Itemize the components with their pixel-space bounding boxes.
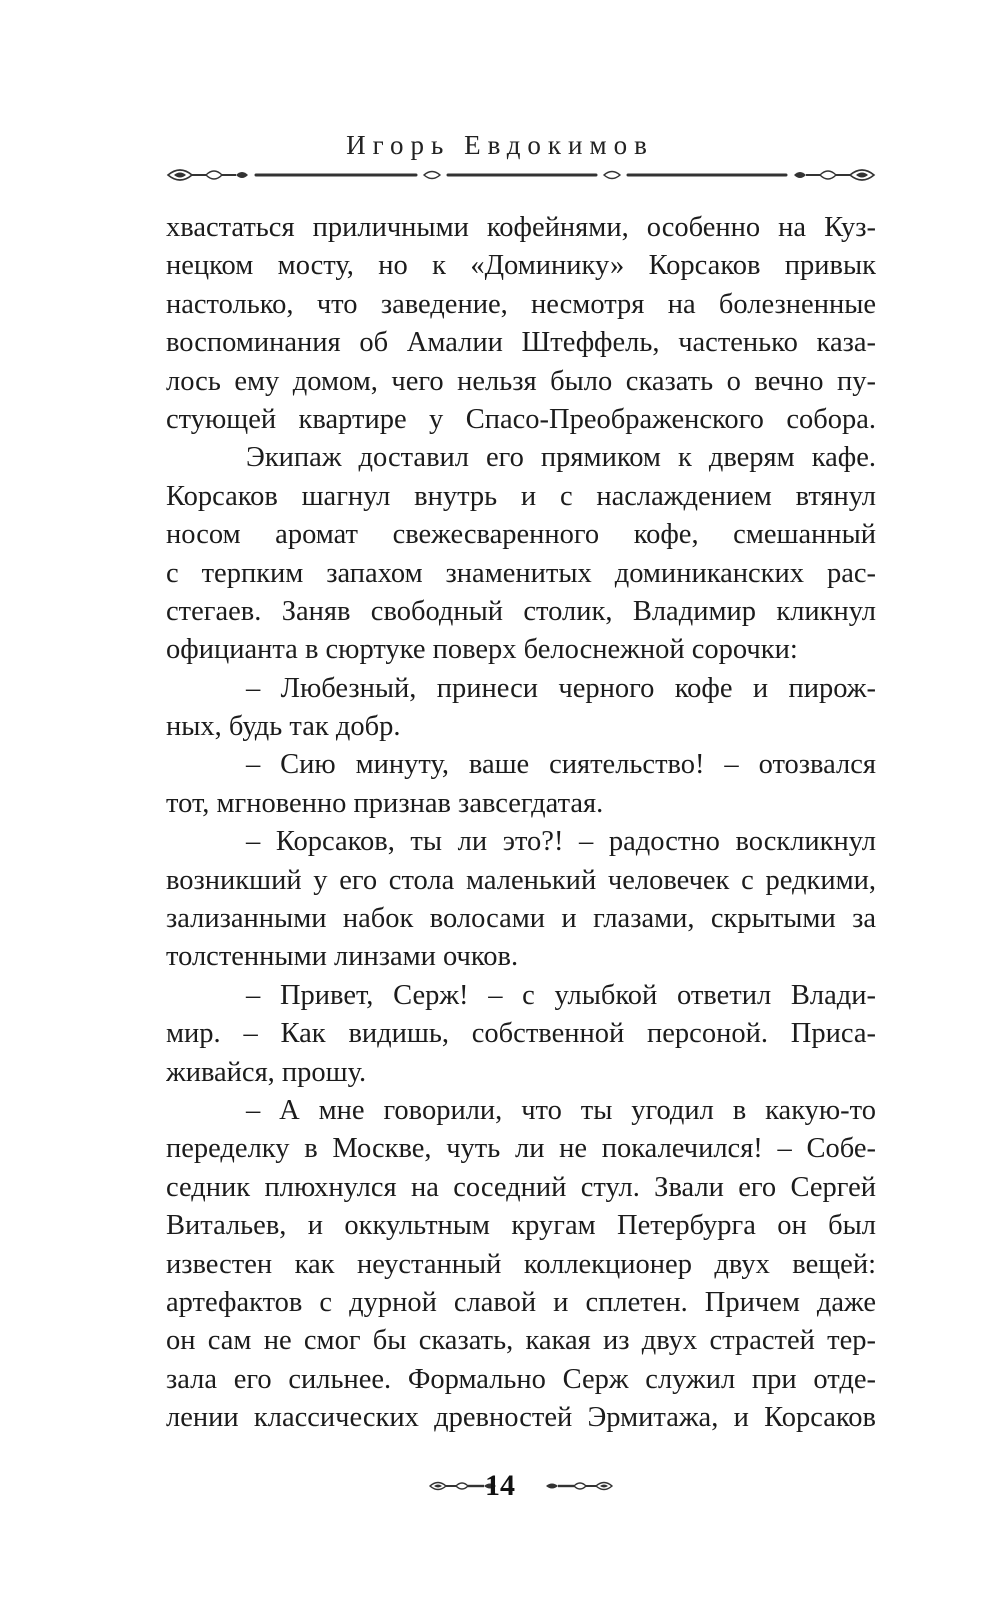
text-line: тот, мгновенно признав завсегдатая. bbox=[166, 787, 604, 819]
body-text bbox=[166, 209, 876, 1438]
text-line: он сам не смог бы сказать, какая из двух страстей тер- bbox=[166, 1325, 876, 1357]
text-line: лось ему домом, чего нельзя было сказать о вечно пу- bbox=[166, 365, 876, 397]
text-line: стегаев. Заняв свободный столик, Владимир кликнул bbox=[166, 595, 876, 627]
text-line: лении классических древностей Эрмитажа, и Корсаков bbox=[166, 1402, 876, 1434]
text-line: носом аромат свежесваренного кофе, смешанный bbox=[166, 519, 876, 551]
text-line: переделку в Москве, чуть ли не покалечился! – Собе- bbox=[166, 1133, 876, 1165]
text-line: с терпким запахом знаменитых доминиканских рас- bbox=[166, 557, 876, 589]
text-line: зализанными набок волосами и глазами, скрытыми за bbox=[166, 903, 876, 935]
ornamental-rule bbox=[166, 160, 876, 190]
text-line: хвастаться приличными кофейнями, особенно на Куз- bbox=[166, 212, 876, 243]
text-line: артефактов с дурной славой и сплетен. Причем даже bbox=[166, 1286, 876, 1318]
text-line: стующей квартире у Спасо-Преображенского собора. bbox=[166, 403, 876, 435]
text-line: ных, будь так добр. bbox=[166, 711, 401, 743]
text-line: – А мне говорили, что ты угодил в какую-то bbox=[246, 1094, 876, 1126]
text-line: – Корсаков, ты ли это?! – радостно воскликнул bbox=[246, 826, 876, 858]
running-head-author: Игорь Евдокимов bbox=[346, 130, 654, 160]
text-line: известен как неустанный коллекционер двух вещей: bbox=[166, 1248, 876, 1280]
text-line: воспоминания об Амалии Штеффель, частенько каза- bbox=[166, 327, 876, 359]
page-footer bbox=[0, 1466, 1000, 1506]
text-line: официанта в сюртуке поверх белоснежной сорочки: bbox=[166, 634, 798, 666]
text-line: – Привет, Серж! – с улыбкой ответил Влади- bbox=[246, 979, 876, 1011]
text-line: настолько, что заведение, несмотря на болезненные bbox=[166, 288, 876, 320]
text-line: живайся, прошу. bbox=[166, 1056, 367, 1088]
text-line: возникший у его стола маленький человечек с редкими, bbox=[166, 864, 876, 896]
text-line: мир. – Как видишь, собственной персоной. Приса- bbox=[166, 1018, 876, 1050]
text-line: – Любезный, принеси черного кофе и пирож- bbox=[246, 672, 876, 704]
text-line: седник плюхнулся на соседний стул. Звали его Сергей bbox=[166, 1171, 876, 1203]
text-line: – Сию минуту, ваше сиятельство! – отозвался bbox=[246, 749, 876, 781]
page-number: 14 bbox=[485, 1469, 515, 1502]
text-line: Корсаков шагнул внутрь и с наслаждением втянул bbox=[166, 480, 876, 512]
text-line: толстенными линзами очков. bbox=[166, 941, 519, 973]
text-line: Экипаж доставил его прямиком к дверям кафе. bbox=[246, 442, 876, 474]
text-line: Витальев, и оккультным кругам Петербурга он был bbox=[166, 1210, 876, 1242]
text-line: зала его сильнее. Формально Серж служил при отде- bbox=[166, 1363, 876, 1395]
footer-ornament-right-icon bbox=[542, 1476, 614, 1496]
text-line: нецком мосту, но к «Доминику» Корсаков привык bbox=[166, 250, 876, 282]
